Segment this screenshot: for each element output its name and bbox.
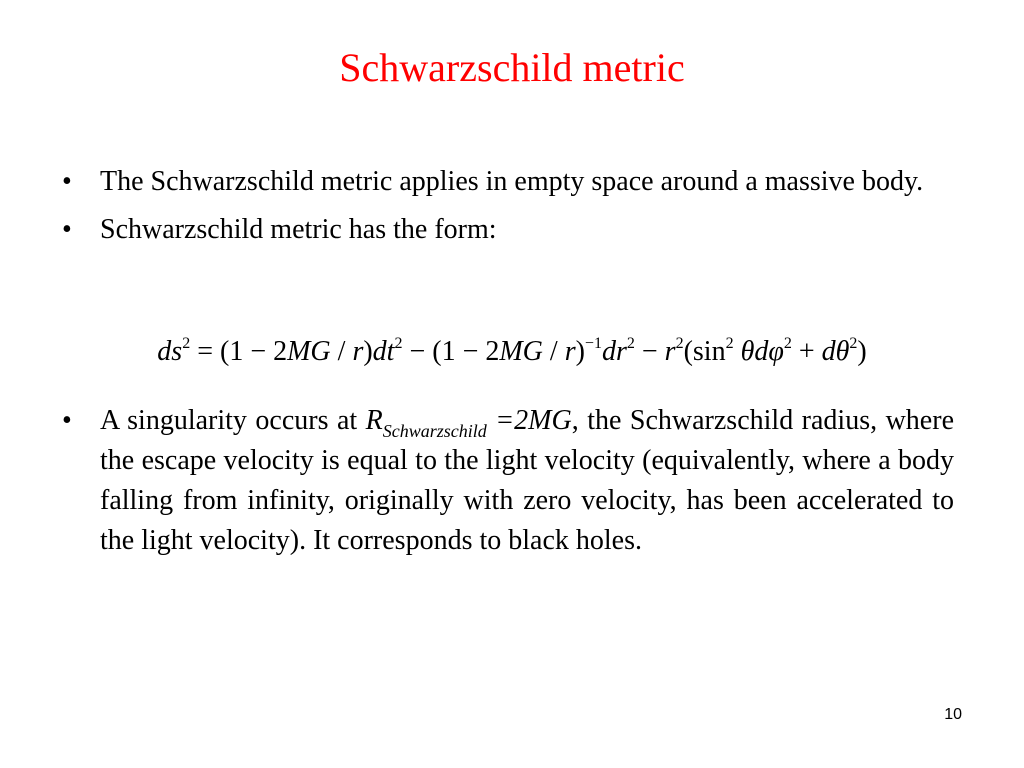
- schwarzschild-metric-formula: [0, 328, 1024, 376]
- bullet-list-top: [62, 162, 954, 258]
- formula-r: r: [352, 336, 364, 367]
- bullet-item: [62, 401, 954, 561]
- formula-paren: ): [363, 336, 373, 367]
- slide-number: 10: [944, 706, 962, 723]
- slide-title: Schwarzschild metric: [339, 45, 685, 90]
- formula-slash: /: [330, 336, 353, 367]
- formula-part: − (1 − 2: [409, 336, 500, 367]
- formula-paren: ): [575, 336, 585, 367]
- formula-part: −: [641, 336, 665, 367]
- formula-r: r: [564, 336, 576, 367]
- bullet-marker: •: [62, 214, 72, 245]
- formula-part: +: [798, 336, 822, 367]
- formula-r: r: [664, 336, 676, 367]
- formula-dtheta: dθ: [821, 336, 850, 367]
- formula-exp: 2: [849, 335, 858, 352]
- formula-part: = (1 − 2: [197, 336, 288, 367]
- formula-paren: ): [857, 336, 867, 367]
- formula-exp: −1: [584, 335, 602, 352]
- bullet-text-post: , the Schwarzschild radius, where the escape velocity is equal to the light velocity (equivalently, where a body falling from infinity, originally with zero velocity, has been accelerated to the light velocity). It corresponds to black holes.: [100, 405, 954, 556]
- formula-slash: /: [542, 336, 565, 367]
- bullet-item: [62, 210, 954, 250]
- schwarzschild-radius-symbol: R: [365, 405, 383, 436]
- schwarzschild-radius-value: =2MG: [486, 405, 572, 436]
- formula-dtheta-dphi: θdφ: [740, 336, 784, 367]
- formula-dr: dr: [601, 336, 627, 367]
- schwarzschild-radius-subscript: Schwarzschild: [382, 421, 487, 441]
- formula-part: (sin: [683, 336, 726, 367]
- formula-exp: 2: [182, 335, 191, 352]
- formula-mg: MG: [499, 336, 543, 367]
- formula-exp: 2: [675, 335, 684, 352]
- formula-exp: 2: [394, 335, 403, 352]
- formula-dt: dt: [372, 336, 395, 367]
- bullet-text: Schwarzschild metric has the form:: [100, 214, 497, 245]
- bullet-list-bottom: [62, 401, 954, 569]
- bullet-text: The Schwarzschild metric applies in empty space around a massive body.: [100, 166, 924, 197]
- formula-exp: 2: [783, 335, 792, 352]
- bullet-marker: •: [62, 405, 72, 436]
- bullet-marker: •: [62, 166, 72, 197]
- formula-ds: ds: [157, 336, 183, 367]
- formula-exp: 2: [626, 335, 635, 352]
- bullet-text-pre: A singularity occurs at: [100, 405, 366, 436]
- formula-exp: 2: [725, 335, 734, 352]
- bullet-item: [62, 162, 954, 202]
- formula-mg: MG: [287, 336, 331, 367]
